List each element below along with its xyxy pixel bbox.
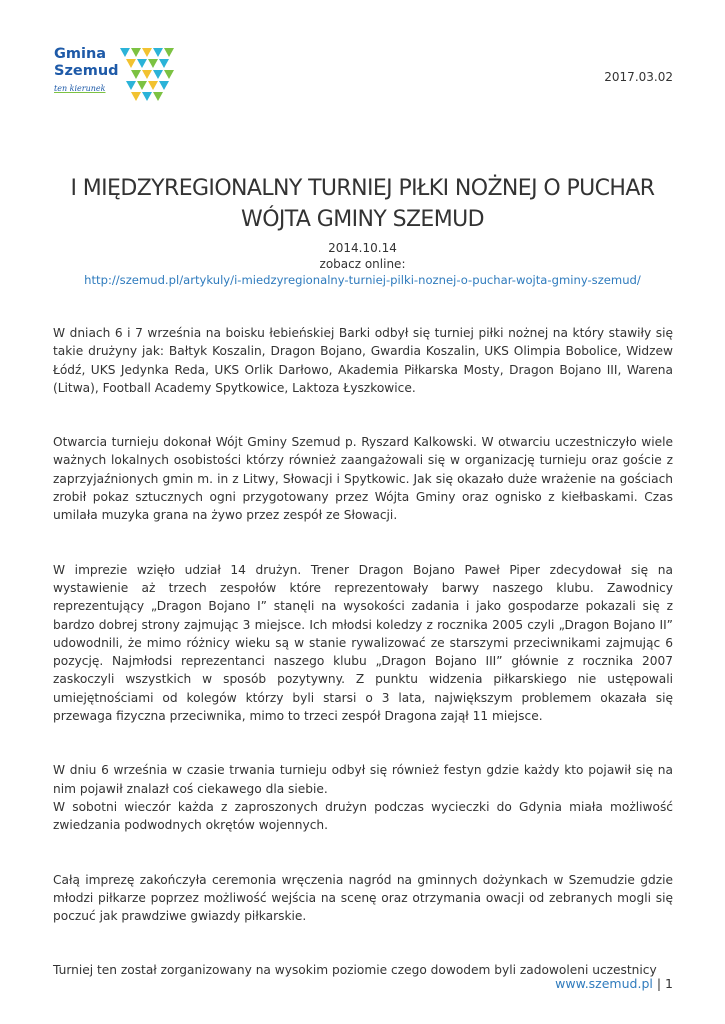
paragraph-5: Całą imprezę zakończyła ceremonia wręczenia nagród na gminnych dożynkach w Szemudzie gdzie młodzi piłkarze poprzez możliwość wejścia na scenę oraz otrzymania owacji od zebranych mogli się poczuć jak prawdziwe gwiazdy piłkarskie. xyxy=(53,872,673,924)
triangle-mosaic-icon xyxy=(120,48,176,102)
print-date: 2017.03.02 xyxy=(604,70,673,84)
article-date: 2014.10.14 xyxy=(328,241,397,255)
article-link[interactable]: http://szemud.pl/artykuly/i-miedzyregionalny-turniej-pilki-noznej-o-puchar-wojta-gminy-szemud/ xyxy=(84,273,641,287)
paragraph-4: W dniu 6 września w czasie trwania turnieju odbył się również festyn gdzie każdy kto pojawił się na nim pojawił znalazł coś ciekawego dla siebie. W sobotni wieczór każda z zaproszonych drużyn podczas wycieczki do Gdynia miała możliwość zwiedzania podwodnych okrętów wojennych. xyxy=(53,763,673,833)
logo-line-2: Szemud xyxy=(54,63,119,79)
logo-text xyxy=(54,46,119,93)
article-title: I MIĘDZYREGIONALNY TURNIEJ PIŁKI NOŻNEJ O PUCHAR WÓJTA GMINY SZEMUD xyxy=(70,176,655,232)
article-meta xyxy=(40,240,685,288)
paragraph-6: Turniej ten został zorganizowany na wysokim poziomie czego dowodem byli zadowoleni uczestnicy xyxy=(53,963,657,978)
footer-separator: | xyxy=(656,976,662,991)
logo-tagline: ten kierunek xyxy=(54,84,106,93)
paragraph-3: W imprezie wzięło udział 14 drużyn. Trener Dragon Bojano Paweł Piper zdecydował się na wystawienie aż trzech zespołów które reprezentowały barwy naszego klubu. Zawodnicy reprezentujący „Dragon Bojano I” stanęli na wysokości zadania i jako gospodarze pokazali się z bardzo dobrej strony zajmując 3 miejsce. Ich młodsi koledzy z rocznika 2005 czyli „Dragon Bojano II” udowodnili, że mimo różnicy wieku są w stanie rywalizować ze starszymi przeciwnikami zajmując 6 pozycję. Najmłodsi reprezentanci naszego klubu „Dragon Bojano III” głównie z rocznika 2007 zaskoczyli wszystkich w sposób pozytywny. Z punktu widzenia piłkarskiego nie ustępowali umiejętnościami od kolegów którzy byli starsi o 3 lata, największym problemem okazała się przewaga fizyczna przeciwnika, mimo to trzeci zespół Dragona zajął 11 miejsce. xyxy=(53,562,673,724)
page-footer xyxy=(555,976,673,991)
paragraph-2: Otwarcia turnieju dokonał Wójt Gminy Szemud p. Ryszard Kalkowski. W otwarciu uczestniczyło wiele ważnych lokalnych osobistości którzy również zaangażowali się w organizację turnieju oraz goście z zaprzyjaźnionych gmin m. in z Litwy, Słowacji i Spytkowic. Jak się okazało duże wrażenie na gościach zrobił pokaz sztucznych ogni przygotowany przez Wójta Gminy oraz ognisko z kiełbaskami. Czas umilała muzyka grana na żywo przez zespół ze Słowacji. xyxy=(53,435,673,523)
footer-site-link[interactable]: www.szemud.pl xyxy=(555,976,653,991)
gmina-szemud-logo xyxy=(54,46,179,106)
article-body xyxy=(53,324,673,1016)
logo-line-1: Gmina xyxy=(54,46,107,62)
page-number: 1 xyxy=(665,976,673,991)
online-label: zobacz online: xyxy=(319,257,406,271)
paragraph-1: W dniach 6 i 7 września na boisku łebieńskiej Barki odbył się turniej piłki nożnej na który stawiły się takie drużyny jak: Bałtyk Koszalin, Dragon Bojano, Gwardia Koszalin, UKS Olimpia Bobolice, Widzew Łódź, UKS Jedynka Reda, UKS Orlik Darłowo, Akademia Piłkarska Mosty, Dragon Bojano III, Warena (Litwa), Football Academy Spytkowice, Laktoza Łyszkowice. xyxy=(53,326,673,395)
